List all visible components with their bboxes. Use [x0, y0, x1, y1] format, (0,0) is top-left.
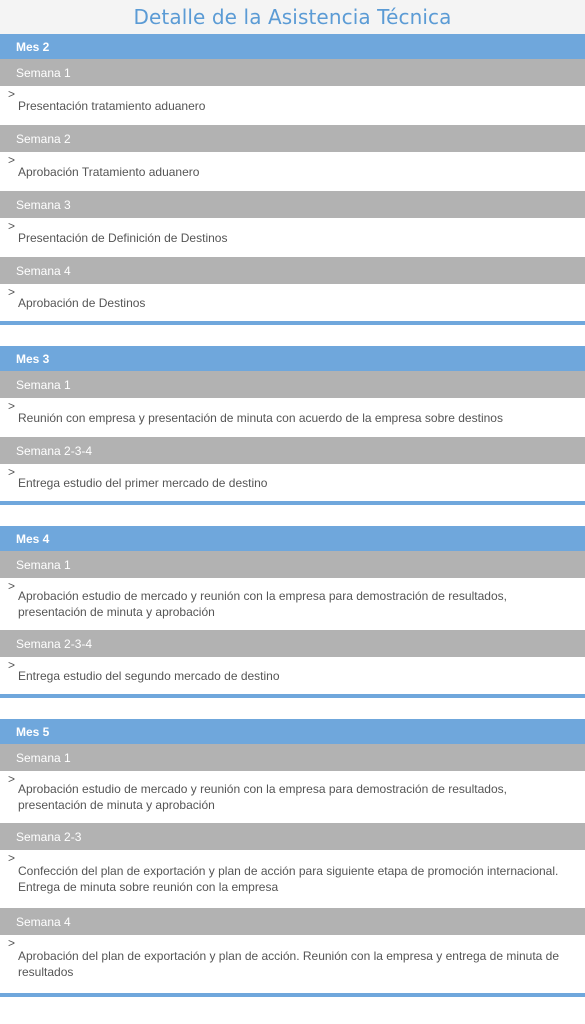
task-item — [0, 850, 585, 908]
month-header: Mes 4 — [0, 526, 585, 551]
task-item — [0, 935, 585, 993]
task-item — [0, 86, 585, 125]
task-text: Entrega estudio del segundo mercado de destino — [18, 668, 280, 683]
arrow-bullet-icon: > — [8, 658, 16, 672]
week-header: Semana 2-3 — [0, 823, 585, 850]
task-text: Reunión con empresa y presentación de minuta con acuerdo de la empresa sobre destinos — [18, 410, 503, 425]
week-header: Semana 1 — [0, 744, 585, 771]
task-text: Aprobación de Destinos — [18, 295, 146, 310]
arrow-bullet-icon: > — [8, 87, 16, 101]
month-header: Mes 3 — [0, 346, 585, 371]
task-text: Aprobación Tratamiento aduanero — [18, 164, 200, 179]
task-item — [0, 657, 585, 694]
month-block-mes-2 — [0, 34, 585, 325]
week-header: Semana 3 — [0, 191, 585, 218]
week-header: Semana 2-3-4 — [0, 437, 585, 464]
week-header: Semana 4 — [0, 908, 585, 935]
week-header: Semana 2 — [0, 125, 585, 152]
task-text: Entrega estudio del primer mercado de destino — [18, 475, 268, 490]
task-text: Presentación tratamiento aduanero — [18, 98, 206, 113]
month-header: Mes 5 — [0, 719, 585, 744]
week-header: Semana 1 — [0, 371, 585, 398]
task-item — [0, 771, 585, 823]
month-block-mes-5 — [0, 719, 585, 997]
task-item — [0, 218, 585, 257]
task-item — [0, 464, 585, 501]
month-header: Mes 2 — [0, 34, 585, 59]
arrow-bullet-icon: > — [8, 465, 16, 479]
task-text: Presentación de Definición de Destinos — [18, 230, 228, 245]
week-header: Semana 4 — [0, 257, 585, 284]
task-text: Confección del plan de exportación y plan de acción para siguiente etapa de promoción internacional. Entrega de minuta sobre reunión con la empresa — [18, 864, 559, 894]
arrow-bullet-icon: > — [8, 936, 16, 950]
task-text: Aprobación estudio de mercado y reunión con la empresa para demostración de resultados, presentación de minuta y aprobación — [18, 589, 507, 619]
arrow-bullet-icon: > — [8, 219, 16, 233]
arrow-bullet-icon: > — [8, 153, 16, 167]
month-block-mes-4 — [0, 526, 585, 698]
task-item — [0, 398, 585, 437]
month-block-mes-3 — [0, 346, 585, 505]
title-bar — [0, 0, 585, 34]
task-item — [0, 578, 585, 630]
page-title: Detalle de la Asistencia Técnica — [133, 5, 452, 29]
week-header: Semana 1 — [0, 59, 585, 86]
arrow-bullet-icon: > — [8, 579, 16, 593]
arrow-bullet-icon: > — [8, 772, 16, 786]
task-text: Aprobación del plan de exportación y plan de acción. Reunión con la empresa y entrega de minuta de resultados — [18, 949, 560, 979]
task-item — [0, 152, 585, 191]
arrow-bullet-icon: > — [8, 285, 16, 299]
arrow-bullet-icon: > — [8, 399, 16, 413]
section-gap — [0, 698, 585, 719]
task-text: Aprobación estudio de mercado y reunión con la empresa para demostración de resultados, presentación de minuta y aprobación — [18, 782, 507, 812]
arrow-bullet-icon: > — [8, 851, 16, 865]
section-gap — [0, 505, 585, 526]
week-header: Semana 2-3-4 — [0, 630, 585, 657]
section-gap — [0, 325, 585, 346]
task-item — [0, 284, 585, 321]
week-header: Semana 1 — [0, 551, 585, 578]
